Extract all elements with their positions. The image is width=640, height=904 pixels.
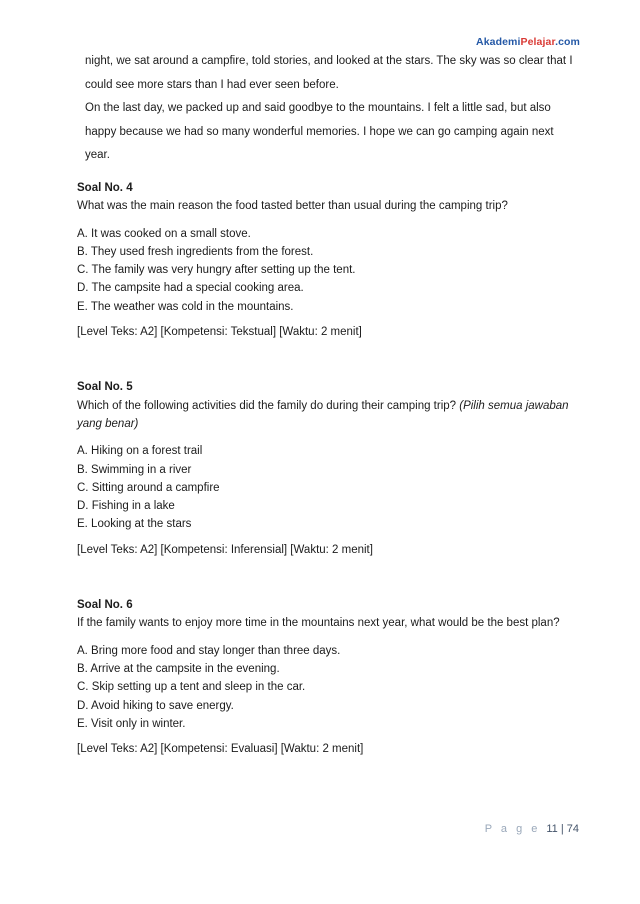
page-footer-number: 11 | 74 xyxy=(546,823,579,835)
question-6-title: Soal No. 6 xyxy=(77,599,133,612)
question-6-text: If the family wants to enjoy more time in the mountains next year, what would be the best plan? xyxy=(77,617,560,630)
question-4-meta: [Level Teks: A2] [Kompetensi: Tekstual] [Waktu: 2 menit] xyxy=(77,326,362,339)
question-6 xyxy=(77,596,579,758)
question-4-option-e: E. The weather was cold in the mountains. xyxy=(77,300,294,313)
passage-paragraph-1: night, we sat around a campfire, told stories, and looked at the stars. The sky was so clear that I could see more stars than I had ever seen before. xyxy=(85,55,573,91)
question-5-meta: [Level Teks: A2] [Kompetensi: Inferensial] [Waktu: 2 menit] xyxy=(77,543,373,556)
question-6-option-e: E. Visit only in winter. xyxy=(77,717,186,730)
question-6-option-b: B. Arrive at the campsite in the evening. xyxy=(77,662,280,675)
question-5-option-c: C. Sitting around a campfire xyxy=(77,481,220,494)
question-6-meta: [Level Teks: A2] [Kompetensi: Evaluasi] [Waktu: 2 menit] xyxy=(77,743,364,756)
page-footer xyxy=(485,821,579,837)
question-5-title: Soal No. 5 xyxy=(77,381,133,394)
logo-part-akademi: Akademi xyxy=(476,36,521,48)
question-5 xyxy=(77,378,579,559)
question-5-options xyxy=(77,442,579,533)
question-5-option-d: D. Fishing in a lake xyxy=(77,500,175,513)
question-4-text: What was the main reason the food tasted better than usual during the camping trip? xyxy=(77,200,508,213)
question-5-text xyxy=(77,397,579,434)
question-4-title: Soal No. 4 xyxy=(77,181,133,194)
logo-part-domain: .com xyxy=(555,36,580,48)
question-6-option-a: A. Bring more food and stay longer than three days. xyxy=(77,644,341,657)
question-4-option-d: D. The campsite had a special cooking area. xyxy=(77,282,304,295)
logo-part-pelajar: Pelajar xyxy=(520,36,556,48)
question-4 xyxy=(77,179,579,341)
question-4-option-b: B. They used fresh ingredients from the forest. xyxy=(77,245,314,258)
question-5-option-b: B. Swimming in a river xyxy=(77,463,192,476)
passage-paragraph-2: On the last day, we packed up and said goodbye to the mountains. I felt a little sad, but also happy because we had so many wonderful memories. I hope we can go camping again next year. xyxy=(85,102,554,162)
document-body xyxy=(77,0,579,758)
question-4-options xyxy=(77,225,579,316)
reading-passage xyxy=(85,50,579,168)
question-5-text-main: Which of the following activities did the family do during their camping trip? xyxy=(77,399,460,412)
question-5-note-italic: (Pilih semua jawaban yang benar) xyxy=(77,399,569,430)
question-6-option-d: D. Avoid hiking to save energy. xyxy=(77,699,234,712)
question-6-options xyxy=(77,642,579,733)
question-4-option-c: C. The family was very hungry after setting up the tent. xyxy=(77,264,356,277)
question-5-option-e: E. Looking at the stars xyxy=(77,518,192,531)
question-4-option-a: A. It was cooked on a small stove. xyxy=(77,227,251,240)
question-6-option-c: C. Skip setting up a tent and sleep in the car. xyxy=(77,681,306,694)
question-5-option-a: A. Hiking on a forest trail xyxy=(77,445,203,458)
page-footer-label: P a g e xyxy=(484,823,541,835)
